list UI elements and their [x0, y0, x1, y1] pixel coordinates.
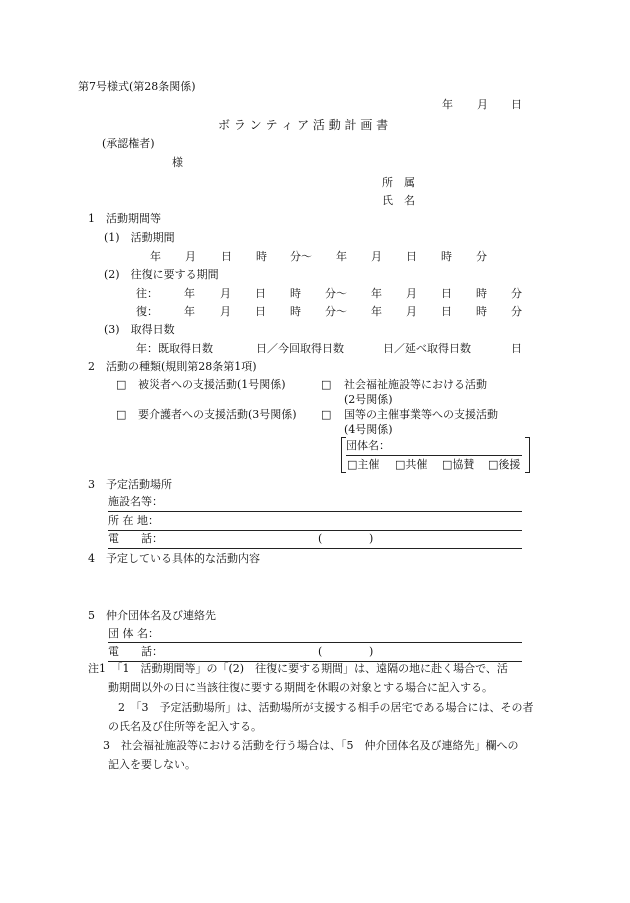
paren-open: ( [318, 532, 323, 545]
period-unit: 年 [336, 250, 347, 263]
paren-open: ( [318, 645, 323, 658]
address-label: 所 在 地： [108, 514, 159, 527]
date-day: 日 [511, 98, 522, 111]
page-title: ボ ラ ン テ ィ ア 活 動 計 画 書 [218, 118, 389, 132]
approver-label: (承認権者) [102, 137, 155, 150]
option-label: 要介護者への支援活動(3号関係) [138, 408, 297, 421]
travel-unit: 時 [476, 287, 487, 300]
acquired-heading: (3) 取得日数 [104, 323, 175, 336]
option-label: 被災者への支援活動(1号関係) [138, 378, 286, 391]
checkbox[interactable]: □ [116, 408, 127, 421]
bracket-right [525, 437, 530, 473]
option-sublabel: (2号関係) [344, 393, 393, 406]
approver-suffix: 様 [172, 156, 183, 169]
outbound-label: 往： [136, 287, 158, 300]
acquired-year: 年：既取得日数 [136, 342, 213, 355]
period-unit: 日 [221, 250, 232, 263]
org-type-option[interactable]: □主催 [347, 458, 380, 471]
option-label: 社会福祉施設等における活動 [344, 378, 487, 391]
org-field[interactable] [108, 642, 522, 643]
period-unit: 月 [371, 250, 382, 263]
travel-unit: 年 [184, 305, 195, 318]
acquired-total: 日／延べ取得日数 [383, 342, 471, 355]
return-label: 復： [136, 305, 158, 318]
org-type-option[interactable]: □共催 [395, 458, 428, 471]
travel-unit: 月 [220, 287, 231, 300]
phone-label: 電 話： [108, 645, 163, 658]
period-heading: (1) 活動期間 [104, 231, 175, 244]
date-month: 月 [477, 98, 488, 111]
travel-unit: 月 [406, 305, 417, 318]
period-unit: 分 [476, 250, 487, 263]
period-unit: 時 [256, 250, 267, 263]
period-unit: 月 [185, 250, 196, 263]
paren-close: ) [369, 532, 374, 545]
facility-label: 施設名等： [108, 495, 163, 508]
date-year: 年 [442, 98, 453, 111]
section4-heading: 4 予定している具体的な活動内容 [88, 552, 260, 565]
paren-close: ) [369, 645, 374, 658]
travel-unit: 分～ [325, 305, 347, 318]
period-unit: 日 [406, 250, 417, 263]
travel-unit: 日 [441, 305, 452, 318]
travel-unit: 月 [406, 287, 417, 300]
note-text: 3 社会福祉施設等における活動を行う場合は、「5 仲介団体名及び連絡先」欄への [103, 739, 519, 752]
phone-field[interactable] [108, 548, 522, 549]
address-field[interactable] [108, 530, 522, 531]
checkbox[interactable]: □ [321, 378, 332, 391]
travel-unit: 月 [220, 305, 231, 318]
period-unit: 時 [441, 250, 452, 263]
travel-unit: 年 [371, 305, 382, 318]
option-sublabel: (4号関係) [344, 423, 393, 436]
travel-unit: 時 [290, 287, 301, 300]
note-text: 2 「3 予定活動場所」は、活動場所が支援する相手の居宅である場合には、その者 [118, 701, 534, 714]
note-text: 動期間以外の日に当該往復に要する期間を休暇の対象とする場合に記入する。 [108, 681, 493, 694]
travel-unit: 分 [511, 305, 522, 318]
org-type-option[interactable]: □後援 [488, 458, 521, 471]
note-text: の氏名及び住所等を記入する。 [108, 720, 262, 733]
phone-label: 電 話： [108, 532, 163, 545]
note-text: 記入を要しない。 [108, 758, 196, 771]
section3-heading: 3 予定活動場所 [88, 478, 172, 491]
travel-unit: 時 [290, 305, 301, 318]
travel-unit: 日 [255, 287, 266, 300]
travel-unit: 日 [441, 287, 452, 300]
period-unit: 年 [150, 250, 161, 263]
option-label: 国等の主催事業等への支援活動 [344, 408, 498, 421]
section5-heading: 5 仲介団体名及び連絡先 [88, 609, 216, 622]
acquired-this-time: 日／今回取得日数 [256, 342, 344, 355]
facility-field[interactable] [108, 511, 522, 512]
travel-unit: 年 [184, 287, 195, 300]
org-name-label: 団体名： [346, 439, 390, 452]
note-text: 注1 「1 活動期間等」の「(2) 往復に要する期間」は、遠隔の地に赴く場合で、活 [88, 662, 508, 675]
checkbox[interactable]: □ [116, 378, 127, 391]
org-label: 団 体 名： [108, 627, 159, 640]
form-label: 第7号様式(第28条関係) [78, 80, 196, 93]
travel-unit: 年 [371, 287, 382, 300]
travel-unit: 分～ [325, 287, 347, 300]
section2-heading: 2 活動の種類(規則第28条第1項) [88, 360, 257, 373]
org-name-line[interactable] [346, 455, 522, 456]
affiliation-label: 所 属 [382, 176, 415, 189]
section1-heading: 1 活動期間等 [88, 212, 161, 225]
period-unit: 分～ [290, 250, 312, 263]
travel-unit: 日 [255, 305, 266, 318]
checkbox[interactable]: □ [321, 408, 332, 421]
org-type-option[interactable]: □協賛 [442, 458, 475, 471]
name-label: 氏 名 [382, 194, 415, 207]
acquired-day: 日 [511, 342, 522, 355]
travel-heading: (2) 往復に要する期間 [104, 268, 219, 281]
travel-unit: 分 [511, 287, 522, 300]
travel-unit: 時 [476, 305, 487, 318]
